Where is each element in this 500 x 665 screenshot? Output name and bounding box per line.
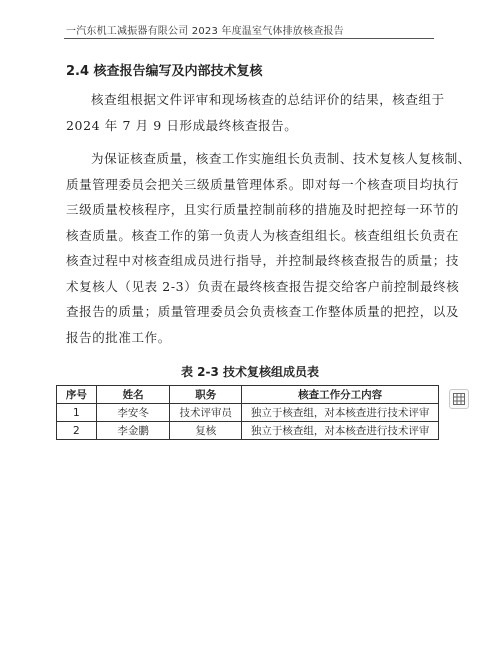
table-row bbox=[57, 404, 439, 422]
page-header-title: 一汽东机工减振器有限公司 2023 年度温室气体排放核查报告 bbox=[66, 26, 344, 37]
cell-duty: 独立于核查组，对本核查进行技术评审 bbox=[242, 422, 439, 440]
paragraph-line: 2024 年 7 月 9 日形成最终核查报告。 bbox=[66, 117, 298, 133]
paragraph-line: 核查质量。核查工作的第一负责人为核查组组长。核查组组长负责在 bbox=[66, 227, 460, 243]
paragraph-quality-control bbox=[66, 146, 471, 350]
column-header-position: 职务 bbox=[170, 386, 242, 404]
review-team-table bbox=[56, 385, 439, 440]
cell-position: 技术评审员 bbox=[170, 404, 242, 422]
cell-name: 李安冬 bbox=[96, 404, 170, 422]
header-divider bbox=[64, 38, 434, 39]
cell-duty: 独立于核查组，对本核查进行技术评审 bbox=[242, 404, 439, 422]
paragraph-line: 为保证核查质量，核查工作实施组长负责制、技术复核人复核制、 bbox=[91, 151, 471, 166]
paragraph-line: 核查组根据文件评审和现场核查的总结评价的结果，核查组于 bbox=[91, 92, 445, 107]
paragraph-line: 三级质量校核程序，且实行质量控制前移的措施及时把控每一环节的 bbox=[66, 202, 460, 217]
cell-index: 2 bbox=[57, 422, 97, 440]
column-header-duty: 核查工作分工内容 bbox=[242, 386, 439, 404]
paragraph-line: 质量管理委员会把关三级质量管理体系。即对每一个核查项目均执行 bbox=[66, 176, 460, 192]
table-caption: 表 2-3 技术复核组成员表 bbox=[180, 365, 320, 379]
table-header-row bbox=[57, 386, 439, 404]
paragraph-line: 报告的批准工作。 bbox=[66, 329, 171, 345]
paragraph-conclusion bbox=[66, 87, 445, 138]
grid-table-icon-glyph bbox=[453, 393, 465, 405]
paragraph-line: 术复核人（见表 2-3）负责在最终核查报告提交给客户前控制最终核 bbox=[66, 278, 460, 294]
column-header-index: 序号 bbox=[57, 386, 97, 404]
cell-position: 复核 bbox=[170, 422, 242, 440]
column-header-name: 姓名 bbox=[96, 386, 170, 404]
section-heading: 2.4 核查报告编写及内部技术复核 bbox=[66, 64, 263, 79]
cell-name: 李金鹏 bbox=[96, 422, 170, 440]
grid-table-icon[interactable] bbox=[449, 389, 469, 409]
paragraph-line: 核查过程中对核查组成员进行指导，并控制最终核查报告的质量；技 bbox=[66, 253, 460, 268]
paragraph-line: 查报告的质量；质量管理委员会负责核查工作整体质量的把控，以及 bbox=[66, 304, 460, 319]
cell-index: 1 bbox=[57, 404, 97, 422]
table-row bbox=[57, 422, 439, 440]
